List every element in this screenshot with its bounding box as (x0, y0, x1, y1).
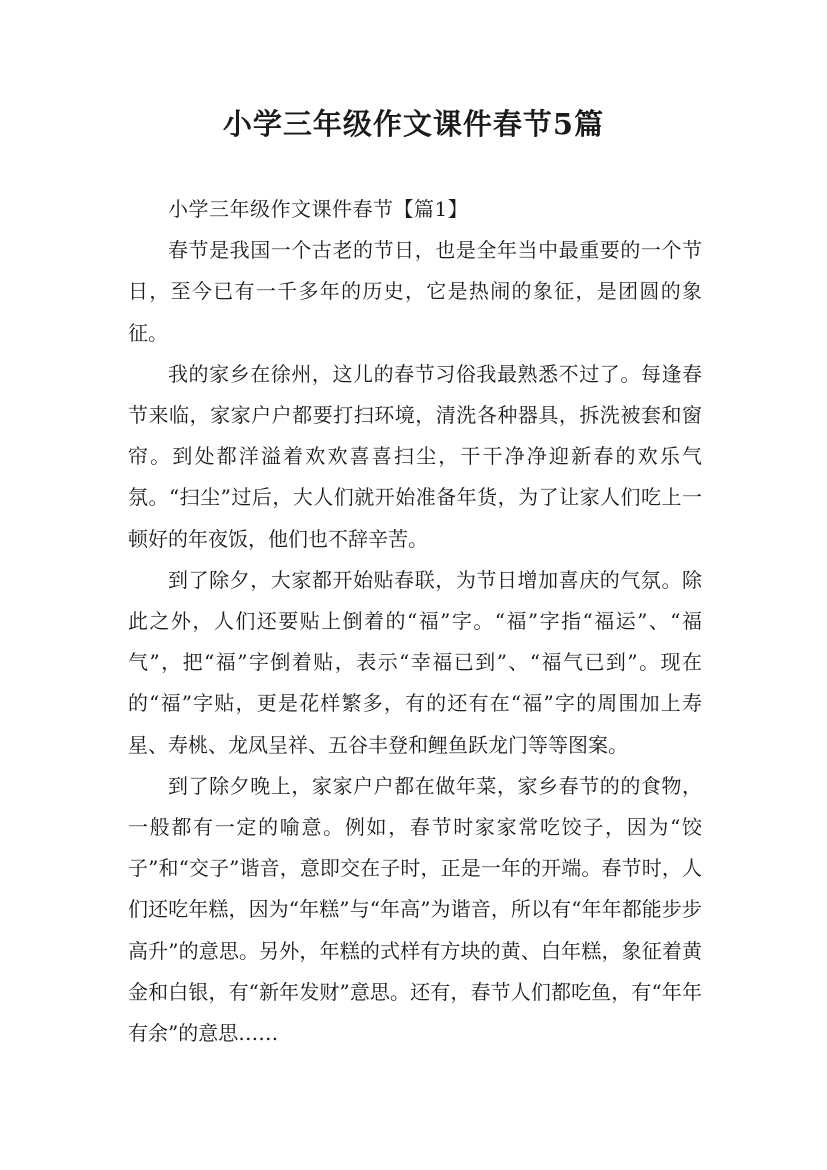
paragraph-1: 春节是我国一个古老的节日，也是全年当中最重要的一个节日，至今已有一千多年的历史，它是热闹的象征，是团圆的象征。 (128, 238, 702, 345)
paragraph-2: 我的家乡在徐州，这儿的春节习俗我最熟悉不过了。每逢春节来临，家家户户都要打扫环境，清洗各种器具，拆洗被套和窗帘。到处都洋溢着欢欢喜喜扫尘，干干净净迎新春的欢乐气氛。“扫尘”过后，大人们就开始准备年货，为了让家人们吃上一顿好的年夜饭，他们也不辞辛苦。 (128, 361, 702, 551)
section-heading: 小学三年级作文课件春节【篇1】 (168, 197, 469, 221)
paragraph-4: 到了除夕晚上，家家户户都在做年菜，家乡春节的的食物，一般都有一定的喻意。例如，春节时家家常吃饺子，因为“饺子”和“交子”谐音，意即交在子时，正是一年的开端。春节时，人们还吃年糕，因为“年糕”与“年高”为谐音，所以有“年年都能步步高升”的意思。另外，年糕的式样有方块的黄、白年糕，象征着黄金和白银，有“新年发财”意思。还有，春节人们都吃鱼，有“年年有余”的意思…… (128, 773, 702, 1046)
document-title: 小学三年级作文课件春节5篇 (222, 107, 605, 141)
paragraph-3: 到了除夕，大家都开始贴春联，为节日增加喜庆的气氛。除此之外，人们还要贴上倒着的“福”字。“福”字指“福运”、“福气”，把“福”字倒着贴，表示“幸福已到”、“福气已到”。现在的“福”字贴，更是花样繁多，有的还有在“福”字的周围加上寿星、寿桃、龙凤呈祥、五谷丰登和鲤鱼跃龙门等等图案。 (128, 567, 702, 757)
document-body (128, 189, 702, 1054)
